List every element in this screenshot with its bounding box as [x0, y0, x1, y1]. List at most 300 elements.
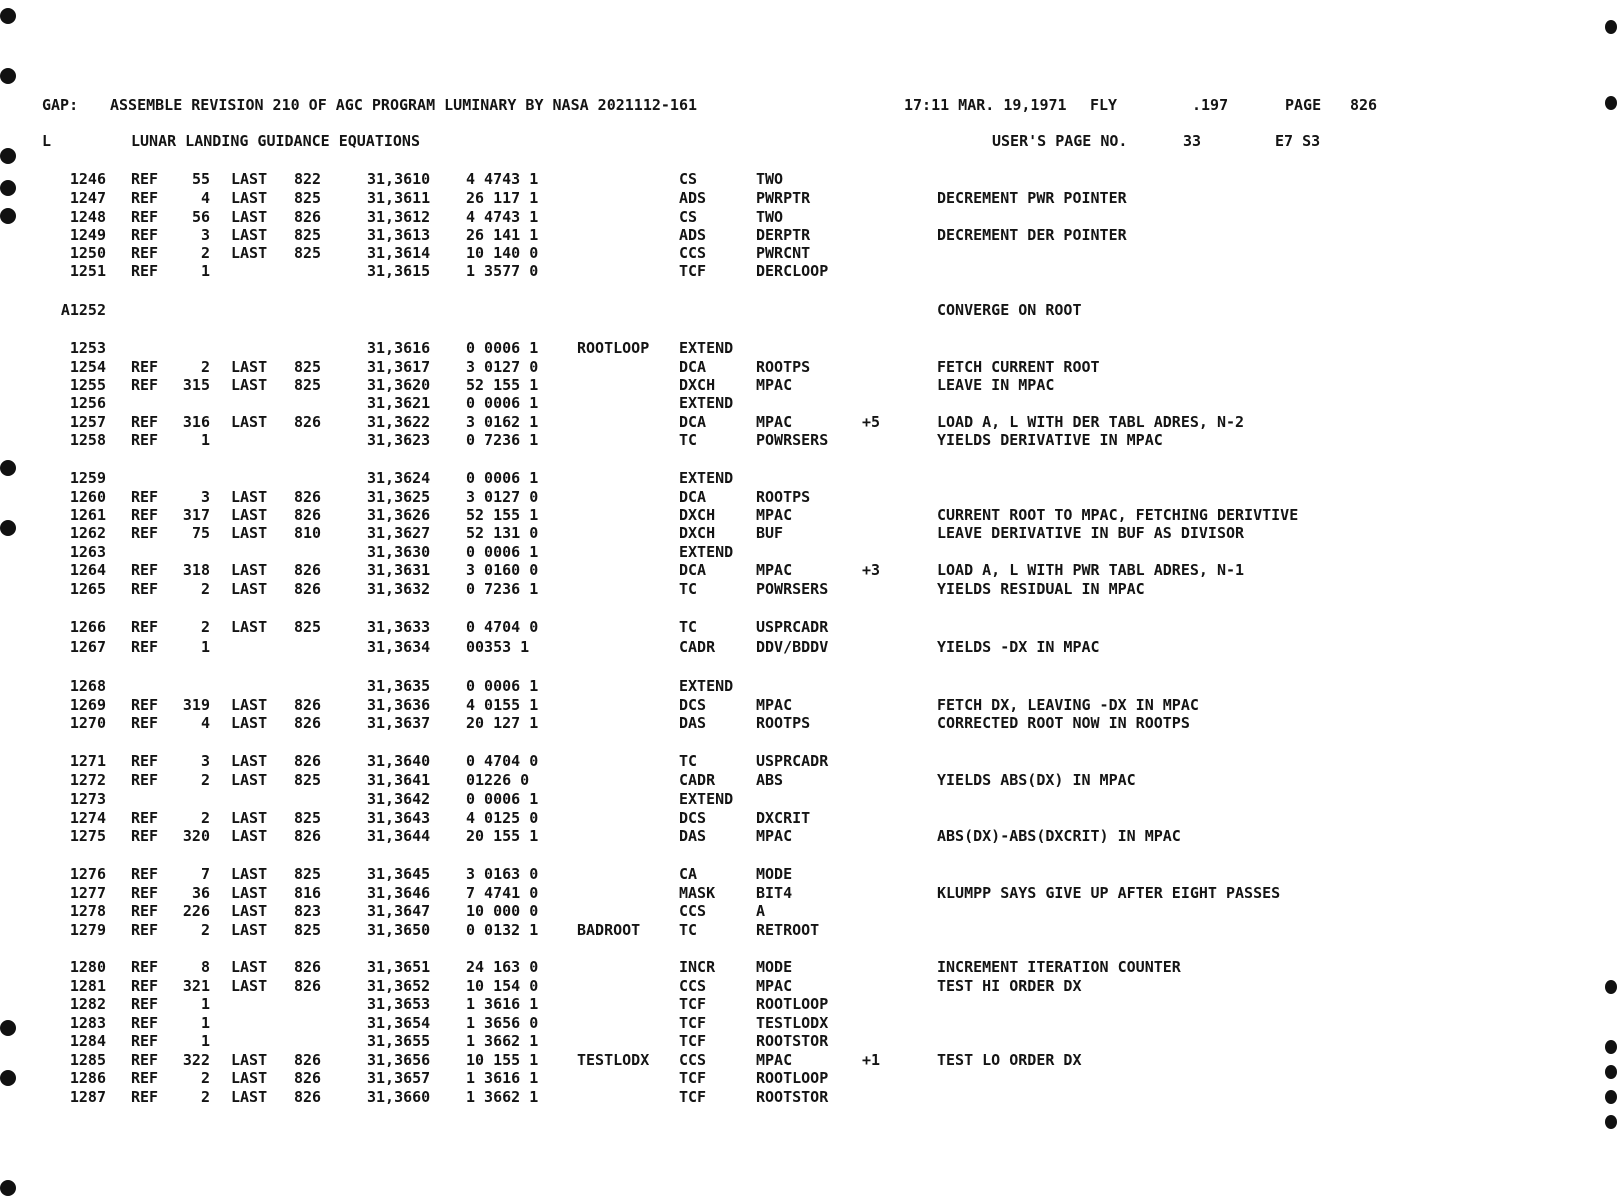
listing-line — [0, 561, 1617, 579]
operand: MPAC — [756, 506, 793, 524]
object-code: 4 4743 1 — [466, 208, 539, 226]
address: 31,3626 — [367, 506, 431, 524]
listing-line — [0, 413, 1617, 431]
object-code: 52 155 1 — [466, 506, 539, 524]
object-code: 7 4741 0 — [466, 884, 539, 902]
listing-line — [0, 543, 1617, 561]
object-code: 26 141 1 — [466, 226, 539, 244]
opcode: CCS — [679, 1051, 707, 1069]
last-page: 810 — [294, 524, 322, 542]
ref-count: 316 — [182, 413, 210, 431]
ref-count: 8 — [200, 958, 210, 976]
header-num: .197 — [1192, 96, 1229, 114]
feed-hole — [0, 68, 16, 84]
last-page: 826 — [294, 1088, 322, 1106]
object-code: 4 0125 0 — [466, 809, 539, 827]
last-page: 816 — [294, 884, 322, 902]
ref-count: 1 — [200, 995, 210, 1013]
comment: YIELDS RESIDUAL IN MPAC — [937, 580, 1145, 598]
listing-line — [0, 1051, 1617, 1069]
listing-line — [0, 431, 1617, 449]
ref-keyword: REF — [131, 1014, 159, 1032]
last-page: 826 — [294, 752, 322, 770]
listing-line — [0, 865, 1617, 883]
address: 31,3644 — [367, 827, 431, 845]
operand: PWRPTR — [756, 189, 811, 207]
object-code: 1 3616 1 — [466, 995, 539, 1013]
object-code: 24 163 0 — [466, 958, 539, 976]
line-number: 1279 — [69, 921, 106, 939]
object-code: 3 0162 1 — [466, 413, 539, 431]
object-code: 10 000 0 — [466, 902, 539, 920]
operand: ROOTPS — [756, 358, 811, 376]
object-code: 10 154 0 — [466, 977, 539, 995]
last-page: 826 — [294, 208, 322, 226]
listing-line — [0, 244, 1617, 262]
operand: USPRCADR — [756, 752, 829, 770]
line-number: 1248 — [69, 208, 106, 226]
users-page-number: 33 — [1183, 132, 1202, 150]
object-code: 0 0006 1 — [466, 543, 539, 561]
ref-count: 2 — [200, 809, 210, 827]
line-number: 1272 — [69, 771, 106, 789]
last-keyword: LAST — [231, 827, 268, 845]
ref-keyword: REF — [131, 958, 159, 976]
last-keyword: LAST — [231, 524, 268, 542]
ref-count: 2 — [200, 618, 210, 636]
comment: CORRECTED ROOT NOW IN ROOTPS — [937, 714, 1190, 732]
comment: CURRENT ROOT TO MPAC, FETCHING DERIVTIVE — [937, 506, 1299, 524]
address: 31,3623 — [367, 431, 431, 449]
section-title: LUNAR LANDING GUIDANCE EQUATIONS — [131, 132, 420, 150]
object-code: 20 155 1 — [466, 827, 539, 845]
address: 31,3635 — [367, 677, 431, 695]
address: 31,3613 — [367, 226, 431, 244]
last-page: 825 — [294, 226, 322, 244]
listing-line — [0, 488, 1617, 506]
last-keyword: LAST — [231, 376, 268, 394]
object-code: 0 0132 1 — [466, 921, 539, 939]
ref-count: 318 — [182, 561, 210, 579]
ref-count: 55 — [191, 170, 210, 188]
last-page: 826 — [294, 827, 322, 845]
ref-keyword: REF — [131, 752, 159, 770]
ref-count: 75 — [191, 524, 210, 542]
comment: LOAD A, L WITH DER TABL ADRES, N-2 — [937, 413, 1245, 431]
address: 31,3622 — [367, 413, 431, 431]
operand: RETROOT — [756, 921, 820, 939]
object-code: 1 3616 1 — [466, 1069, 539, 1087]
address: 31,3632 — [367, 580, 431, 598]
ref-count: 2 — [200, 580, 210, 598]
address: 31,3610 — [367, 170, 431, 188]
opcode: TC — [679, 921, 698, 939]
line-number: 1276 — [69, 865, 106, 883]
object-code: 10 140 0 — [466, 244, 539, 262]
line-number: 1267 — [69, 638, 106, 656]
ref-count: 2 — [200, 1088, 210, 1106]
listing-line — [0, 1032, 1617, 1050]
opcode: EXTEND — [679, 394, 734, 412]
line-number: 1265 — [69, 580, 106, 598]
opcode: CCS — [679, 977, 707, 995]
object-code: 4 0155 1 — [466, 696, 539, 714]
opcode: DXCH — [679, 524, 716, 542]
line-number: 1273 — [69, 790, 106, 808]
address: 31,3653 — [367, 995, 431, 1013]
last-keyword: LAST — [231, 170, 268, 188]
comment: LEAVE DERIVATIVE IN BUF AS DIVISOR — [937, 524, 1245, 542]
line-number: 1250 — [69, 244, 106, 262]
address: 31,3633 — [367, 618, 431, 636]
comment: DECREMENT DER POINTER — [937, 226, 1127, 244]
last-keyword: LAST — [231, 1051, 268, 1069]
opcode: TCF — [679, 1069, 707, 1087]
address: 31,3612 — [367, 208, 431, 226]
opcode: TCF — [679, 1088, 707, 1106]
ref-keyword: REF — [131, 1088, 159, 1106]
ref-count: 315 — [182, 376, 210, 394]
object-code: 0 0006 1 — [466, 394, 539, 412]
operand: A — [756, 902, 766, 920]
listing-line — [0, 977, 1617, 995]
comment: LEAVE IN MPAC — [937, 376, 1055, 394]
listing-line — [0, 1088, 1617, 1106]
operand: ROOTSTOR — [756, 1088, 829, 1106]
last-page: 826 — [294, 958, 322, 976]
object-code: 0 0006 1 — [466, 339, 539, 357]
object-code: 0 7236 1 — [466, 431, 539, 449]
operand: PWRCNT — [756, 244, 811, 262]
line-number: 1251 — [69, 262, 106, 280]
ref-count: 1 — [200, 431, 210, 449]
last-page: 826 — [294, 714, 322, 732]
object-code: 3 0127 0 — [466, 358, 539, 376]
opcode: DCS — [679, 696, 707, 714]
listing-line — [0, 376, 1617, 394]
ref-count: 2 — [200, 358, 210, 376]
line-number: 1249 — [69, 226, 106, 244]
opcode: DCA — [679, 413, 707, 431]
opcode: TC — [679, 752, 698, 770]
object-code: 0 0006 1 — [466, 677, 539, 695]
line-number: 1268 — [69, 677, 106, 695]
ref-count: 36 — [191, 884, 210, 902]
last-keyword: LAST — [231, 413, 268, 431]
listing-line — [0, 884, 1617, 902]
address: 31,3643 — [367, 809, 431, 827]
opcode: EXTEND — [679, 469, 734, 487]
address: 31,3617 — [367, 358, 431, 376]
comment: TEST LO ORDER DX — [937, 1051, 1082, 1069]
address: 31,3641 — [367, 771, 431, 789]
opcode: TCF — [679, 1014, 707, 1032]
opcode: CA — [679, 865, 698, 883]
object-code: 1 3656 0 — [466, 1014, 539, 1032]
line-number: 1264 — [69, 561, 106, 579]
listing-line — [0, 771, 1617, 789]
opcode: TC — [679, 431, 698, 449]
address: 31,3642 — [367, 790, 431, 808]
object-code: 01226 0 — [466, 771, 530, 789]
ref-count: 1 — [200, 1014, 210, 1032]
line-number: 1275 — [69, 827, 106, 845]
last-page: 825 — [294, 865, 322, 883]
listing-line — [0, 170, 1617, 188]
operand: DDV/BDDV — [756, 638, 829, 656]
ref-keyword: REF — [131, 170, 159, 188]
address: 31,3620 — [367, 376, 431, 394]
address: 31,3647 — [367, 902, 431, 920]
line-number: 1277 — [69, 884, 106, 902]
comment: FETCH CURRENT ROOT — [937, 358, 1100, 376]
ref-count: 2 — [200, 1069, 210, 1087]
operand-modifier: +3 — [862, 561, 881, 579]
object-code: 26 117 1 — [466, 189, 539, 207]
opcode: TCF — [679, 1032, 707, 1050]
listing-line — [0, 1069, 1617, 1087]
last-keyword: LAST — [231, 696, 268, 714]
line-number: 1259 — [69, 469, 106, 487]
object-code: 3 0160 0 — [466, 561, 539, 579]
line-number: 1254 — [69, 358, 106, 376]
ref-count: 3 — [200, 752, 210, 770]
object-code: 0 7236 1 — [466, 580, 539, 598]
symbol-label: ROOTLOOP — [577, 339, 650, 357]
ref-keyword: REF — [131, 226, 159, 244]
last-page: 826 — [294, 506, 322, 524]
header-fly: FLY — [1090, 96, 1118, 114]
opcode: CS — [679, 208, 698, 226]
opcode: CADR — [679, 638, 716, 656]
listing-line — [0, 921, 1617, 939]
ref-count: 1 — [200, 638, 210, 656]
last-keyword: LAST — [231, 884, 268, 902]
ref-keyword: REF — [131, 995, 159, 1013]
operand: ROOTLOOP — [756, 1069, 829, 1087]
line-number: 1262 — [69, 524, 106, 542]
operand: POWRSERS — [756, 580, 829, 598]
operand: MPAC — [756, 696, 793, 714]
last-keyword: LAST — [231, 809, 268, 827]
last-keyword: LAST — [231, 244, 268, 262]
ref-keyword: REF — [131, 413, 159, 431]
ref-keyword: REF — [131, 208, 159, 226]
feed-hole — [1605, 20, 1617, 34]
object-code: 10 155 1 — [466, 1051, 539, 1069]
feed-hole — [1605, 96, 1617, 110]
operand: BUF — [756, 524, 784, 542]
address: 31,3657 — [367, 1069, 431, 1087]
object-code: 00353 1 — [466, 638, 530, 656]
listing-line — [0, 677, 1617, 695]
opcode: CCS — [679, 244, 707, 262]
line-number: A1252 — [60, 301, 106, 319]
listing-line — [0, 262, 1617, 280]
object-code: 1 3662 1 — [466, 1088, 539, 1106]
listing-line — [0, 809, 1617, 827]
header-code: E7 S3 — [1275, 132, 1321, 150]
ref-count: 4 — [200, 714, 210, 732]
opcode: EXTEND — [679, 677, 734, 695]
ref-keyword: REF — [131, 1032, 159, 1050]
ref-keyword: REF — [131, 827, 159, 845]
opcode: ADS — [679, 226, 707, 244]
address: 31,3615 — [367, 262, 431, 280]
last-page: 825 — [294, 189, 322, 207]
comment: CONVERGE ON ROOT — [937, 301, 1082, 319]
object-code: 52 155 1 — [466, 376, 539, 394]
operand: MODE — [756, 865, 793, 883]
last-keyword: LAST — [231, 958, 268, 976]
ref-keyword: REF — [131, 431, 159, 449]
opcode: CADR — [679, 771, 716, 789]
feed-hole — [0, 8, 16, 24]
ref-keyword: REF — [131, 714, 159, 732]
address: 31,3640 — [367, 752, 431, 770]
opcode: INCR — [679, 958, 716, 976]
operand: ROOTPS — [756, 714, 811, 732]
listing-line — [0, 902, 1617, 920]
last-page: 826 — [294, 1069, 322, 1087]
line-number: 1286 — [69, 1069, 106, 1087]
ref-count: 1 — [200, 1032, 210, 1050]
operand: MPAC — [756, 413, 793, 431]
ref-count: 2 — [200, 244, 210, 262]
opcode: ADS — [679, 189, 707, 207]
object-code: 52 131 0 — [466, 524, 539, 542]
object-code: 0 4704 0 — [466, 618, 539, 636]
ref-keyword: REF — [131, 524, 159, 542]
ref-count: 321 — [182, 977, 210, 995]
object-code: 0 0006 1 — [466, 790, 539, 808]
last-keyword: LAST — [231, 226, 268, 244]
ref-count: 3 — [200, 226, 210, 244]
object-code: 3 0127 0 — [466, 488, 539, 506]
listing-line — [0, 580, 1617, 598]
operand: ROOTPS — [756, 488, 811, 506]
address: 31,3655 — [367, 1032, 431, 1050]
ref-count: 56 — [191, 208, 210, 226]
last-keyword: LAST — [231, 618, 268, 636]
opcode: EXTEND — [679, 339, 734, 357]
last-keyword: LAST — [231, 714, 268, 732]
address: 31,3624 — [367, 469, 431, 487]
ref-keyword: REF — [131, 884, 159, 902]
opcode: MASK — [679, 884, 716, 902]
object-code: 3 0163 0 — [466, 865, 539, 883]
listing-line — [0, 339, 1617, 357]
last-page: 825 — [294, 358, 322, 376]
operand: MPAC — [756, 977, 793, 995]
last-page: 826 — [294, 1051, 322, 1069]
opcode: TC — [679, 580, 698, 598]
ref-keyword: REF — [131, 262, 159, 280]
opcode: DCA — [679, 358, 707, 376]
last-keyword: LAST — [231, 561, 268, 579]
address: 31,3621 — [367, 394, 431, 412]
users-page-label: USER'S PAGE NO. — [992, 132, 1128, 150]
address: 31,3636 — [367, 696, 431, 714]
opcode: DCS — [679, 809, 707, 827]
last-keyword: LAST — [231, 752, 268, 770]
address: 31,3634 — [367, 638, 431, 656]
comment: YIELDS -DX IN MPAC — [937, 638, 1100, 656]
operand: MPAC — [756, 1051, 793, 1069]
ref-count: 2 — [200, 771, 210, 789]
address: 31,3646 — [367, 884, 431, 902]
last-page: 825 — [294, 618, 322, 636]
listing-line — [0, 958, 1617, 976]
ref-keyword: REF — [131, 902, 159, 920]
address: 31,3652 — [367, 977, 431, 995]
comment: KLUMPP SAYS GIVE UP AFTER EIGHT PASSES — [937, 884, 1281, 902]
ref-keyword: REF — [131, 506, 159, 524]
comment: YIELDS ABS(DX) IN MPAC — [937, 771, 1136, 789]
last-keyword: LAST — [231, 488, 268, 506]
listing-line — [0, 469, 1617, 487]
line-number: 1287 — [69, 1088, 106, 1106]
ref-count: 322 — [182, 1051, 210, 1069]
address: 31,3611 — [367, 189, 431, 207]
last-keyword: LAST — [231, 1088, 268, 1106]
listing-line — [0, 618, 1617, 636]
ref-keyword: REF — [131, 1069, 159, 1087]
ref-keyword: REF — [131, 358, 159, 376]
last-keyword: LAST — [231, 189, 268, 207]
ref-keyword: REF — [131, 488, 159, 506]
section-code: L — [42, 132, 52, 150]
line-number: 1260 — [69, 488, 106, 506]
line-number: 1247 — [69, 189, 106, 207]
address: 31,3650 — [367, 921, 431, 939]
ref-count: 7 — [200, 865, 210, 883]
last-keyword: LAST — [231, 902, 268, 920]
opcode: DXCH — [679, 376, 716, 394]
line-number: 1256 — [69, 394, 106, 412]
object-code: 20 127 1 — [466, 714, 539, 732]
ref-count: 1 — [200, 262, 210, 280]
address: 31,3614 — [367, 244, 431, 262]
last-keyword: LAST — [231, 771, 268, 789]
ref-keyword: REF — [131, 696, 159, 714]
symbol-label: BADROOT — [577, 921, 641, 939]
address: 31,3627 — [367, 524, 431, 542]
operand: DERCLOOP — [756, 262, 829, 280]
operand: MPAC — [756, 376, 793, 394]
comment: TEST HI ORDER DX — [937, 977, 1082, 995]
last-keyword: LAST — [231, 865, 268, 883]
opcode: DCA — [679, 488, 707, 506]
object-code: 0 0006 1 — [466, 469, 539, 487]
object-code: 1 3577 0 — [466, 262, 539, 280]
operand: POWRSERS — [756, 431, 829, 449]
opcode: DCA — [679, 561, 707, 579]
opcode: CCS — [679, 902, 707, 920]
line-number: 1274 — [69, 809, 106, 827]
object-code: 4 4743 1 — [466, 170, 539, 188]
header-page-number: 826 — [1350, 96, 1378, 114]
ref-keyword: REF — [131, 771, 159, 789]
listing-line — [0, 208, 1617, 226]
listing-line — [0, 752, 1617, 770]
opcode: EXTEND — [679, 790, 734, 808]
last-page: 825 — [294, 244, 322, 262]
ref-keyword: REF — [131, 618, 159, 636]
ref-count: 317 — [182, 506, 210, 524]
address: 31,3637 — [367, 714, 431, 732]
address: 31,3630 — [367, 543, 431, 561]
